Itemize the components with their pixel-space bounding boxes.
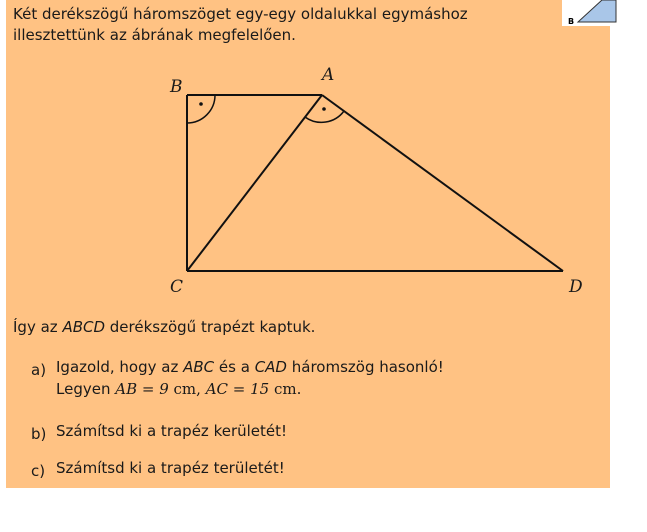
task-c-marker: c) [31,462,46,480]
task-a-line1: Igazold, hogy az ABC és a CAD háromszög hasonló! [56,358,444,376]
trapezoid-name: ABCD [62,318,106,336]
label-a: A [322,65,335,85]
segment-ad [322,95,563,271]
task-b-marker: b) [31,425,47,443]
intro-text: Két derékszögű háromszöget egy-egy oldalukkal egymáshoz illesztettünk az ábrának megfelelően. [13,5,468,44]
label-b: B [170,77,183,97]
task-c-text: Számítsd ki a trapéz területét! [56,459,285,477]
task-a-marker: a) [31,361,47,379]
right-angle-mark-a [305,111,344,122]
right-angle-mark-b [187,95,215,123]
right-angle-dot-b [199,102,203,106]
task-a-line2: Legyen AB = 9 cm, AC = 15 cm. [56,380,302,398]
segment-ac [187,95,322,271]
label-c: C [170,277,184,297]
label-d: D [569,277,583,297]
thumbnail-label: B [568,17,575,26]
task-b-text: Számítsd ki a trapéz kerületét! [56,422,288,440]
statement-text: Így az ABCD derékszögű trapézt kaptuk. [13,318,316,336]
right-angle-dot-a [322,107,326,111]
